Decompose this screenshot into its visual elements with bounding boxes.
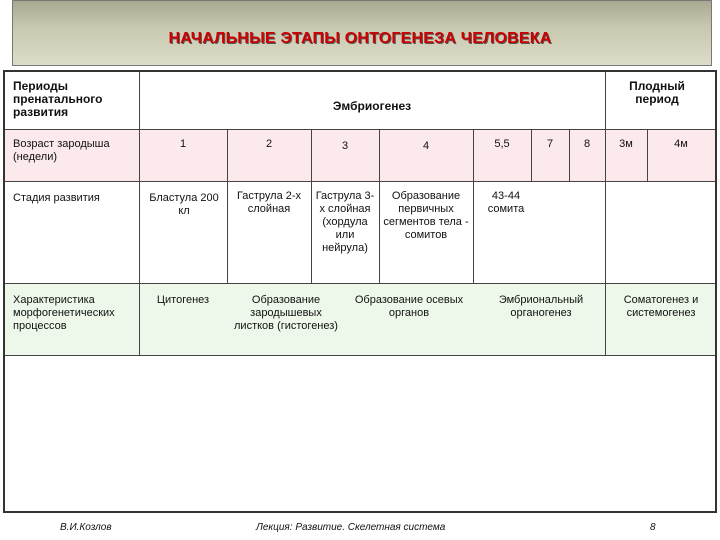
grid-line [379,130,380,284]
grid-line [139,72,140,356]
age-cell: 7 [546,138,554,150]
process-cell: Образование осевых органов [354,294,464,319]
age-cell: 3м [619,138,633,150]
stage-cell: Образование первичных сегментов тела - сомитов [383,190,469,241]
header-periods: Периоды пренатального развития [13,79,103,119]
process-cell: Соматогенез и системогенез [623,294,699,319]
age-cell: 4 [422,140,430,152]
grid-line [473,130,474,284]
grid-line [227,130,228,284]
stage-cell: Гаструла 2-х слойная [236,190,302,215]
slide-title: НАЧАЛЬНЫЕ ЭТАПЫ ОНТОГЕНЕЗА ЧЕЛОВЕКА [168,30,552,47]
footer-page-number: 8 [650,522,656,533]
stage-cell: Гаструла 3-х слойная (хордула или нейрула) [315,190,375,254]
row-label-age: Возраст зародыша (недели) [13,138,110,163]
process-cell: Эмбриональный органогенез [498,294,584,319]
stage-cell: Бластула 200 кл [149,192,219,217]
header-fetal-period: Плодный период [629,79,685,106]
footer-lecture: Лекция: Развитие. Скелетная система [256,522,446,533]
row-label-process: Характеристика морфогенетических процессов [13,294,115,332]
age-cell: 8 [583,138,591,150]
age-cell: 5,5 [494,138,510,150]
row-label-stage: Стадия развития [13,192,100,204]
footer-author: В.И.Козлов [60,522,112,533]
process-cell: Образование зародышевых листков (гистогенез) [234,294,338,332]
grid-line [605,130,606,356]
grid-line [311,130,312,284]
ontogenesis-table [3,70,717,513]
grid-line [605,72,606,130]
header-embryogenesis: Эмбриогенез [332,99,412,113]
age-cell: 4м [674,138,688,150]
stage-cell: 43-44 сомита [487,190,525,215]
age-cell: 3 [341,140,349,152]
age-cell: 2 [265,138,273,150]
age-cell: 1 [179,138,187,150]
process-cell: Цитогенез [156,294,210,306]
